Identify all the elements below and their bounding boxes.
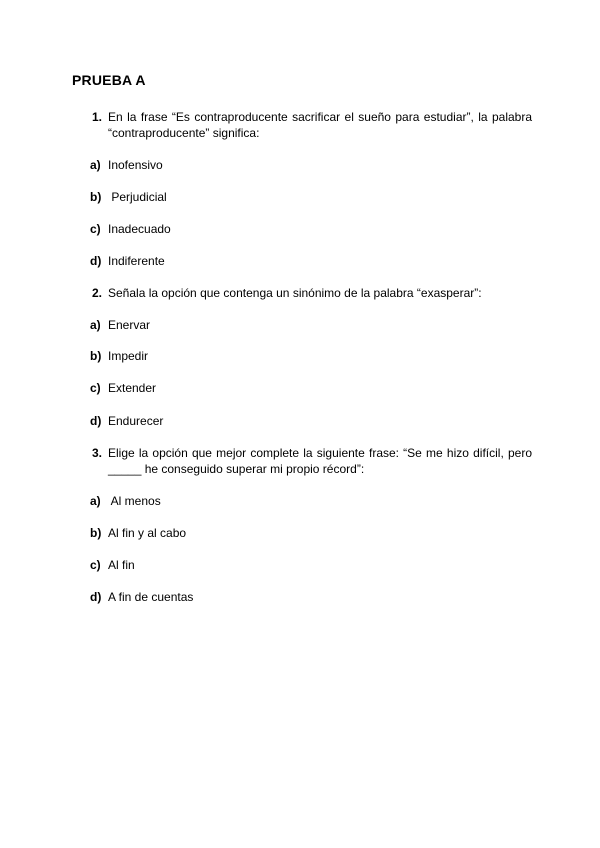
question-2 — [90, 285, 532, 301]
option-letter: d) — [90, 254, 102, 268]
question-3-option-a — [90, 493, 532, 509]
question-2-option-c — [90, 380, 532, 396]
question-3-option-d — [90, 589, 532, 605]
option-letter: b) — [90, 190, 102, 204]
option-text: Enervar — [108, 318, 151, 332]
question-3-option-c — [90, 557, 532, 573]
option-text: Endurecer — [108, 414, 164, 428]
option-text: Al fin y al cabo — [108, 526, 187, 540]
option-text: Perjudicial — [108, 190, 167, 204]
question-3 — [90, 445, 532, 477]
option-letter: c) — [90, 558, 101, 572]
question-2-option-a — [90, 317, 532, 333]
option-letter: d) — [90, 414, 102, 428]
question-1-option-d — [90, 253, 532, 269]
question-text: Señala la opción que contenga un sinónimo de la palabra “exasperar”: — [108, 286, 482, 300]
option-letter: d) — [90, 590, 102, 604]
question-3-option-b — [90, 525, 532, 541]
option-letter: a) — [90, 158, 101, 172]
question-2-option-b — [90, 348, 532, 364]
option-letter: c) — [90, 222, 101, 236]
question-1-option-c — [90, 221, 532, 237]
question-1-option-b — [90, 189, 532, 205]
option-letter: a) — [90, 494, 101, 508]
option-text: Impedir — [108, 349, 149, 363]
option-letter: b) — [90, 349, 102, 363]
question-1 — [90, 109, 532, 141]
option-text: Inadecuado — [108, 222, 171, 236]
question-text: Elige la opción que mejor complete la siguiente frase: “Se me hizo difícil, pero _____ he conseguido superar mi propio récord”: — [108, 446, 532, 476]
option-letter: b) — [90, 526, 102, 540]
option-letter: a) — [90, 318, 101, 332]
question-2-option-d — [90, 413, 532, 429]
option-text: Al menos — [108, 494, 161, 508]
page-title: PRUEBA A — [72, 72, 146, 88]
option-text: Extender — [108, 381, 157, 395]
question-text: En la frase “Es contraproducente sacrificar el sueño para estudiar”, la palabra “contraproducente” significa: — [108, 110, 532, 140]
option-text: A fin de cuentas — [108, 590, 194, 604]
option-text: Indiferente — [108, 254, 165, 268]
question-number: 2. — [92, 286, 103, 300]
question-1-option-a — [90, 157, 532, 173]
option-text: Al fin — [108, 558, 135, 572]
question-number: 1. — [92, 110, 103, 124]
option-text: Inofensivo — [108, 158, 163, 172]
question-number: 3. — [92, 446, 103, 460]
option-letter: c) — [90, 381, 101, 395]
